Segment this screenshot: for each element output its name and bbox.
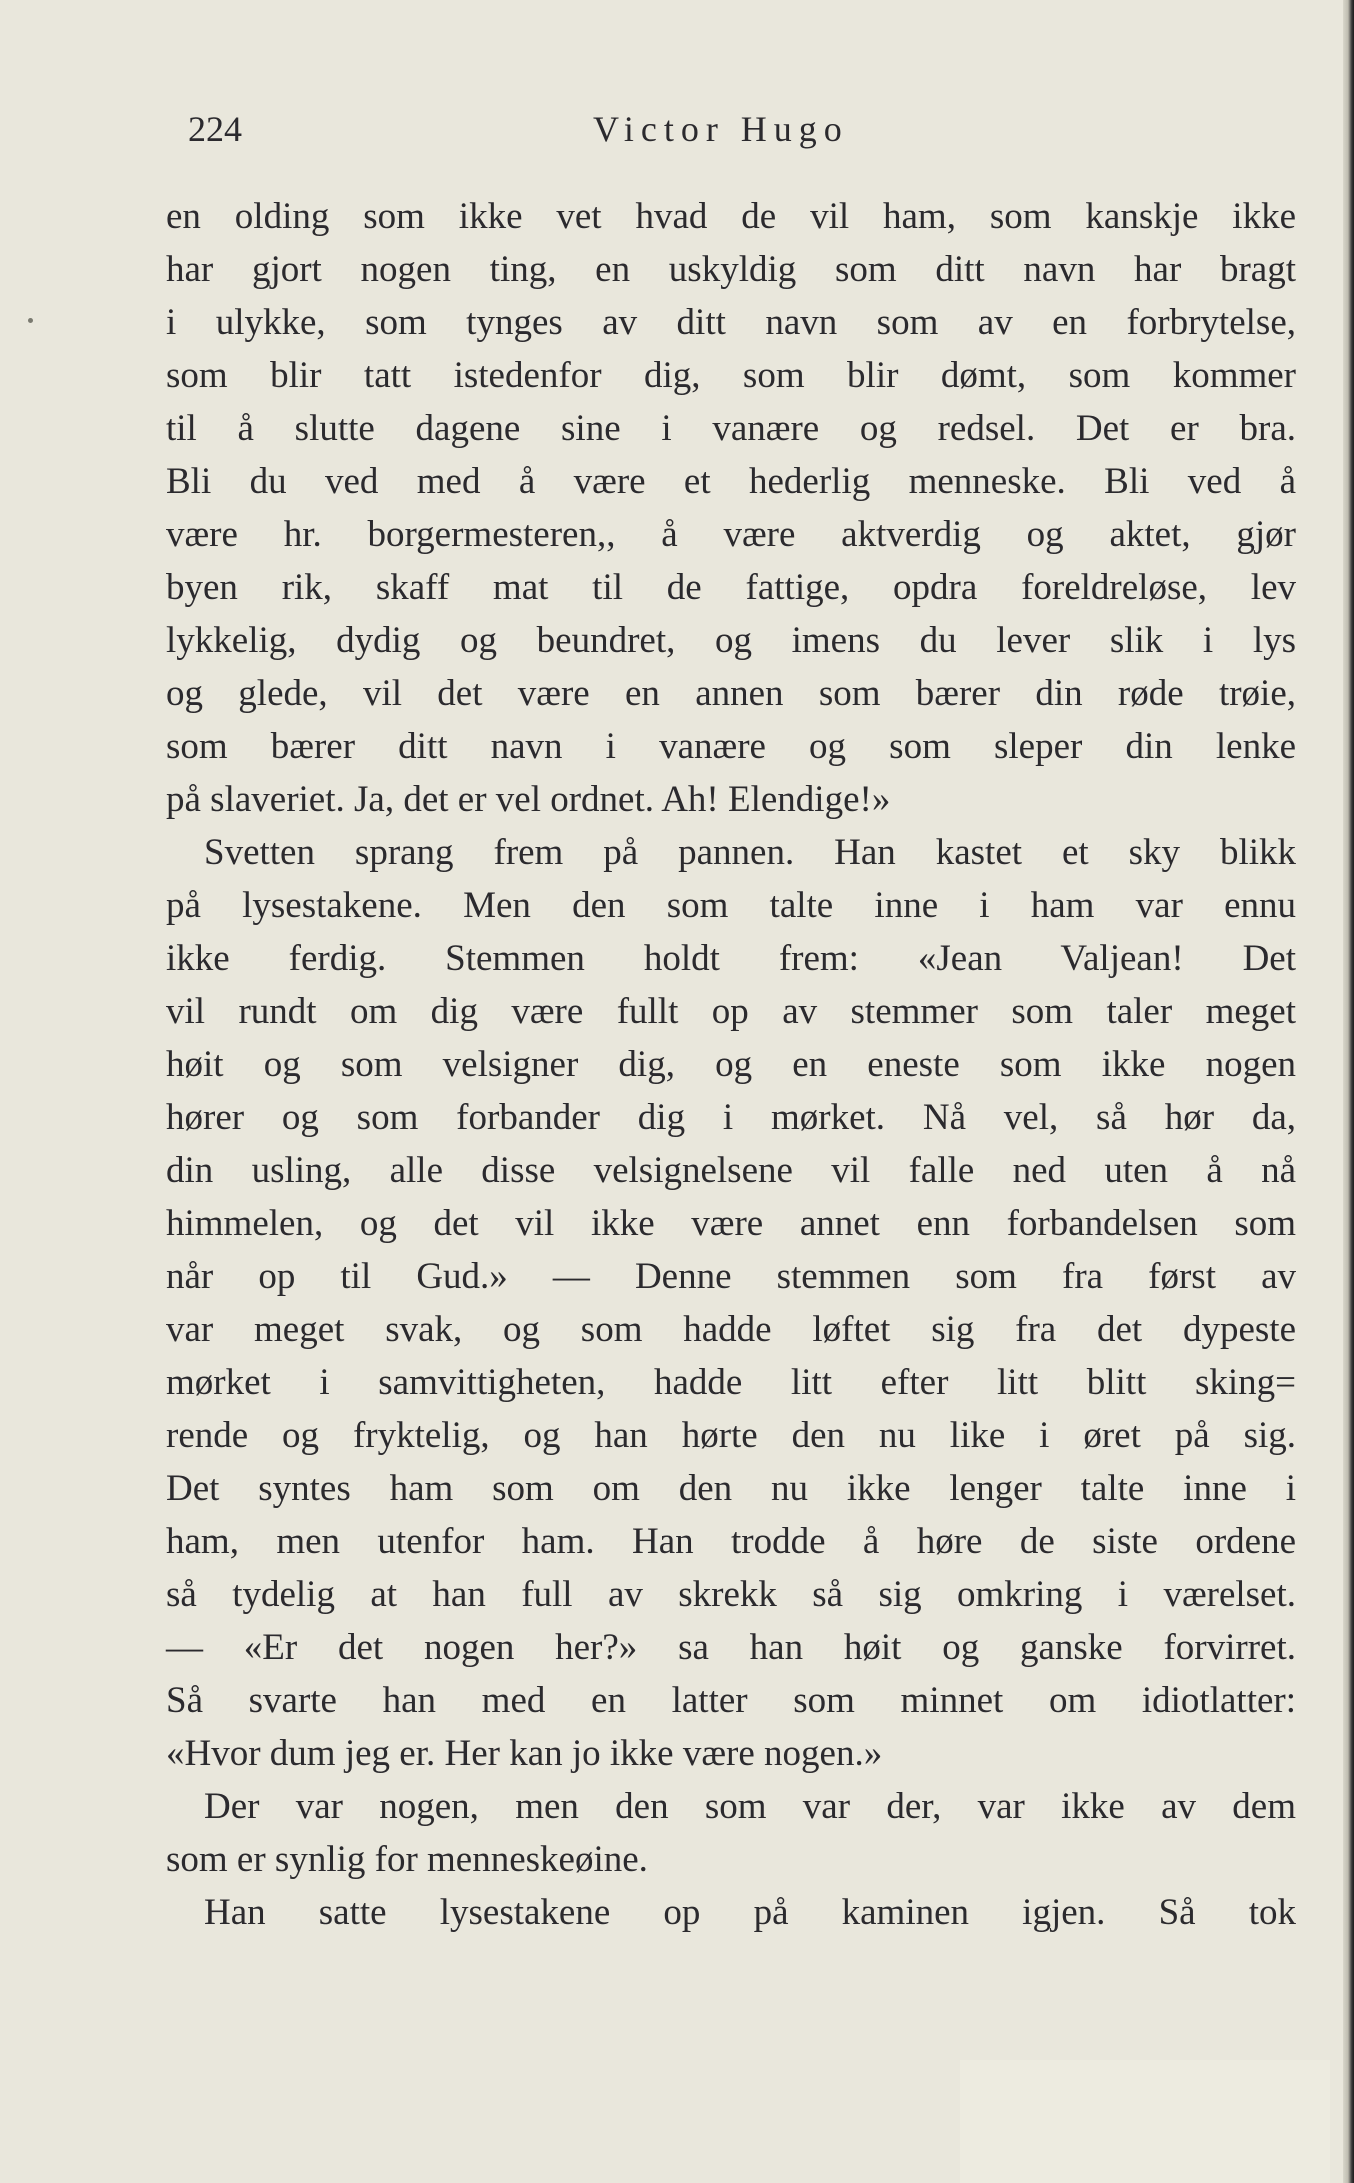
text-line: Så svarte han med en latter som minnet om idiotlatter:	[166, 1680, 1296, 1721]
text-line: i ulykke, som tynges av ditt navn som av en forbrytelse,	[166, 302, 1296, 343]
text-line-paragraph-start: Han satte lysestakene op på kaminen igjen. Så tok	[204, 1892, 1296, 1933]
text-line: rende og fryktelig, og han hørte den nu like i øret på sig.	[166, 1415, 1296, 1456]
running-head	[188, 108, 1288, 158]
text-line: byen rik, skaff mat til de fattige, opdra foreldreløse, lev	[166, 567, 1296, 608]
text-line: en olding som ikke vet hvad de vil ham, som kanskje ikke	[166, 196, 1296, 237]
paper-speck	[28, 318, 33, 323]
page-edge-shadow	[1343, 0, 1354, 2183]
text-line: Det syntes ham som om den nu ikke lenger talte inne i	[166, 1468, 1296, 1509]
body-text	[166, 190, 1296, 1939]
text-line: mørket i samvittigheten, hadde litt efter litt blitt sking=	[166, 1362, 1296, 1403]
text-line: lykkelig, dydig og beundret, og imens du lever slik i lys	[166, 620, 1296, 661]
text-line: Bli du ved med å være et hederlig menneske. Bli ved å	[166, 461, 1296, 502]
text-line: ikke ferdig. Stemmen holdt frem: «Jean Valjean! Det	[166, 938, 1296, 979]
page-number: 224	[188, 109, 242, 149]
text-line: til å slutte dagene sine i vanære og redsel. Det er bra.	[166, 408, 1296, 449]
paper-shade	[960, 2060, 1330, 2183]
text-line: din usling, alle disse velsignelsene vil falle ned uten å nå	[166, 1150, 1296, 1191]
text-line: og glede, vil det være en annen som bærer din røde trøie,	[166, 673, 1296, 714]
text-line: høit og som velsigner dig, og en eneste som ikke nogen	[166, 1044, 1296, 1085]
text-line-paragraph-end: på slaveriet. Ja, det er vel ordnet. Ah! Elendige!»	[166, 779, 891, 820]
text-line: som blir tatt istedenfor dig, som blir dømt, som kommer	[166, 355, 1296, 396]
text-line-paragraph-end: som er synlig for menneskeøine.	[166, 1839, 648, 1880]
text-line: som bærer ditt navn i vanære og som sleper din lenke	[166, 726, 1296, 767]
text-line: når op til Gud.» — Denne stemmen som fra først av	[166, 1256, 1296, 1297]
text-line: ham, men utenfor ham. Han trodde å høre de siste ordene	[166, 1521, 1296, 1562]
text-line: være hr. borgermesteren,, å være aktverdig og aktet, gjør	[166, 514, 1296, 555]
text-line: vil rundt om dig være fullt op av stemmer som taler meget	[166, 991, 1296, 1032]
text-line: — «Er det nogen her?» sa han høit og ganske forvirret.	[166, 1627, 1296, 1668]
text-line-paragraph-start: Der var nogen, men den som var der, var ikke av dem	[204, 1786, 1296, 1827]
text-line-paragraph-start: Svetten sprang frem på pannen. Han kastet et sky blikk	[204, 832, 1296, 873]
text-line: himmelen, og det vil ikke være annet enn forbandelsen som	[166, 1203, 1296, 1244]
text-line-paragraph-end: «Hvor dum jeg er. Her kan jo ikke være nogen.»	[166, 1733, 883, 1774]
text-line: har gjort nogen ting, en uskyldig som ditt navn har bragt	[166, 249, 1296, 290]
text-line: på lysestakene. Men den som talte inne i ham var ennu	[166, 885, 1296, 926]
text-line: så tydelig at han full av skrekk så sig omkring i værelset.	[166, 1574, 1296, 1615]
running-head-title: Victor Hugo	[593, 109, 849, 149]
text-line: var meget svak, og som hadde løftet sig fra det dypeste	[166, 1309, 1296, 1350]
text-line: hører og som forbander dig i mørket. Nå vel, så hør da,	[166, 1097, 1296, 1138]
